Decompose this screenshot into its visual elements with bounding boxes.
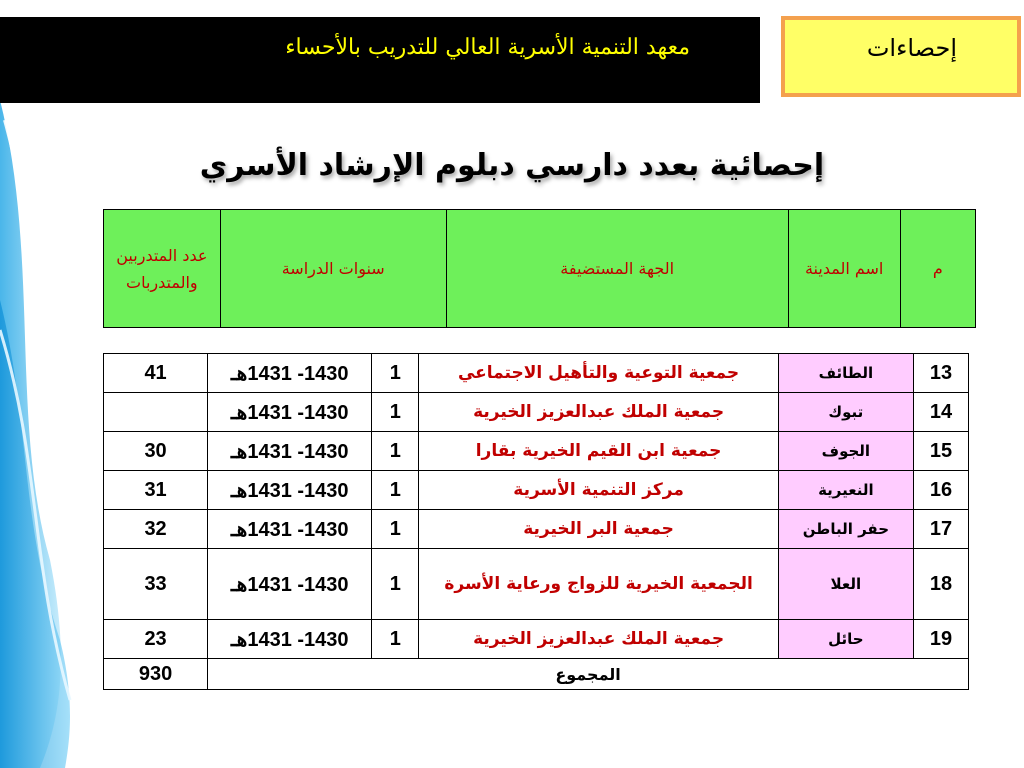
row-host: جمعية البر الخيرية bbox=[419, 510, 778, 549]
row-host: جمعية الملك عبدالعزيز الخيرية bbox=[419, 620, 778, 659]
row-index: 19 bbox=[913, 620, 968, 659]
header-years: سنوات الدراسة bbox=[220, 210, 446, 328]
row-host: الجمعية الخيرية للزواج ورعاية الأسرة bbox=[419, 549, 778, 620]
row-index: 17 bbox=[913, 510, 968, 549]
total-row bbox=[104, 659, 969, 690]
table-row bbox=[104, 549, 969, 620]
row-trainees: 30 bbox=[104, 432, 208, 471]
row-count: 1 bbox=[372, 510, 419, 549]
table-row bbox=[104, 354, 969, 393]
column-header-table bbox=[103, 209, 976, 328]
row-host: جمعية ابن القيم الخيرية بقارا bbox=[419, 432, 778, 471]
row-trainees: 41 bbox=[104, 354, 208, 393]
table-row bbox=[104, 471, 969, 510]
row-index: 13 bbox=[913, 354, 968, 393]
row-trainees: 31 bbox=[104, 471, 208, 510]
row-host: جمعية التوعية والتأهيل الاجتماعي bbox=[419, 354, 778, 393]
row-trainees: 23 bbox=[104, 620, 208, 659]
row-city: الطائف bbox=[778, 354, 913, 393]
row-years: 1430- 1431هـ bbox=[208, 354, 372, 393]
row-host: جمعية الملك عبدالعزيز الخيرية bbox=[419, 393, 778, 432]
row-years: 1430- 1431هـ bbox=[208, 620, 372, 659]
row-index: 16 bbox=[913, 471, 968, 510]
table-row bbox=[104, 432, 969, 471]
row-count: 1 bbox=[372, 354, 419, 393]
header-trainees: عدد المتدربين والمتدربات bbox=[104, 210, 221, 328]
row-city: تبوك bbox=[778, 393, 913, 432]
section-box bbox=[781, 16, 1021, 97]
row-count: 1 bbox=[372, 393, 419, 432]
row-years: 1430- 1431هـ bbox=[208, 393, 372, 432]
row-city: حائل bbox=[778, 620, 913, 659]
row-trainees bbox=[104, 393, 208, 432]
total-value: 930 bbox=[104, 659, 208, 690]
row-years: 1430- 1431هـ bbox=[208, 432, 372, 471]
data-table bbox=[103, 353, 969, 690]
institute-title: معهد التنمية الأسرية العالي للتدريب بالأحساء bbox=[285, 35, 690, 60]
header-city: اسم المدينة bbox=[788, 210, 900, 328]
row-index: 14 bbox=[913, 393, 968, 432]
total-label: المجموع bbox=[208, 659, 969, 690]
row-count: 1 bbox=[372, 620, 419, 659]
row-trainees: 33 bbox=[104, 549, 208, 620]
row-count: 1 bbox=[372, 471, 419, 510]
header-host: الجهة المستضيفة bbox=[446, 210, 788, 328]
table-row bbox=[104, 510, 969, 549]
row-index: 15 bbox=[913, 432, 968, 471]
row-count: 1 bbox=[372, 432, 419, 471]
section-label: إحصاءات bbox=[866, 34, 957, 62]
page-title: إحصائية بعدد دارسي دبلوم الإرشاد الأسري bbox=[199, 148, 825, 183]
header-bar bbox=[0, 17, 760, 103]
row-trainees: 32 bbox=[104, 510, 208, 549]
row-city: الجوف bbox=[778, 432, 913, 471]
table-row bbox=[104, 393, 969, 432]
row-city: حفر الباطن bbox=[778, 510, 913, 549]
row-host: مركز التنمية الأسرية bbox=[419, 471, 778, 510]
row-city: النعيرية bbox=[778, 471, 913, 510]
row-index: 18 bbox=[913, 549, 968, 620]
row-count: 1 bbox=[372, 549, 419, 620]
row-years: 1430- 1431هـ bbox=[208, 549, 372, 620]
row-years: 1430- 1431هـ bbox=[208, 471, 372, 510]
row-years: 1430- 1431هـ bbox=[208, 510, 372, 549]
table-row bbox=[104, 620, 969, 659]
row-city: العلا bbox=[778, 549, 913, 620]
header-index: م bbox=[900, 210, 975, 328]
